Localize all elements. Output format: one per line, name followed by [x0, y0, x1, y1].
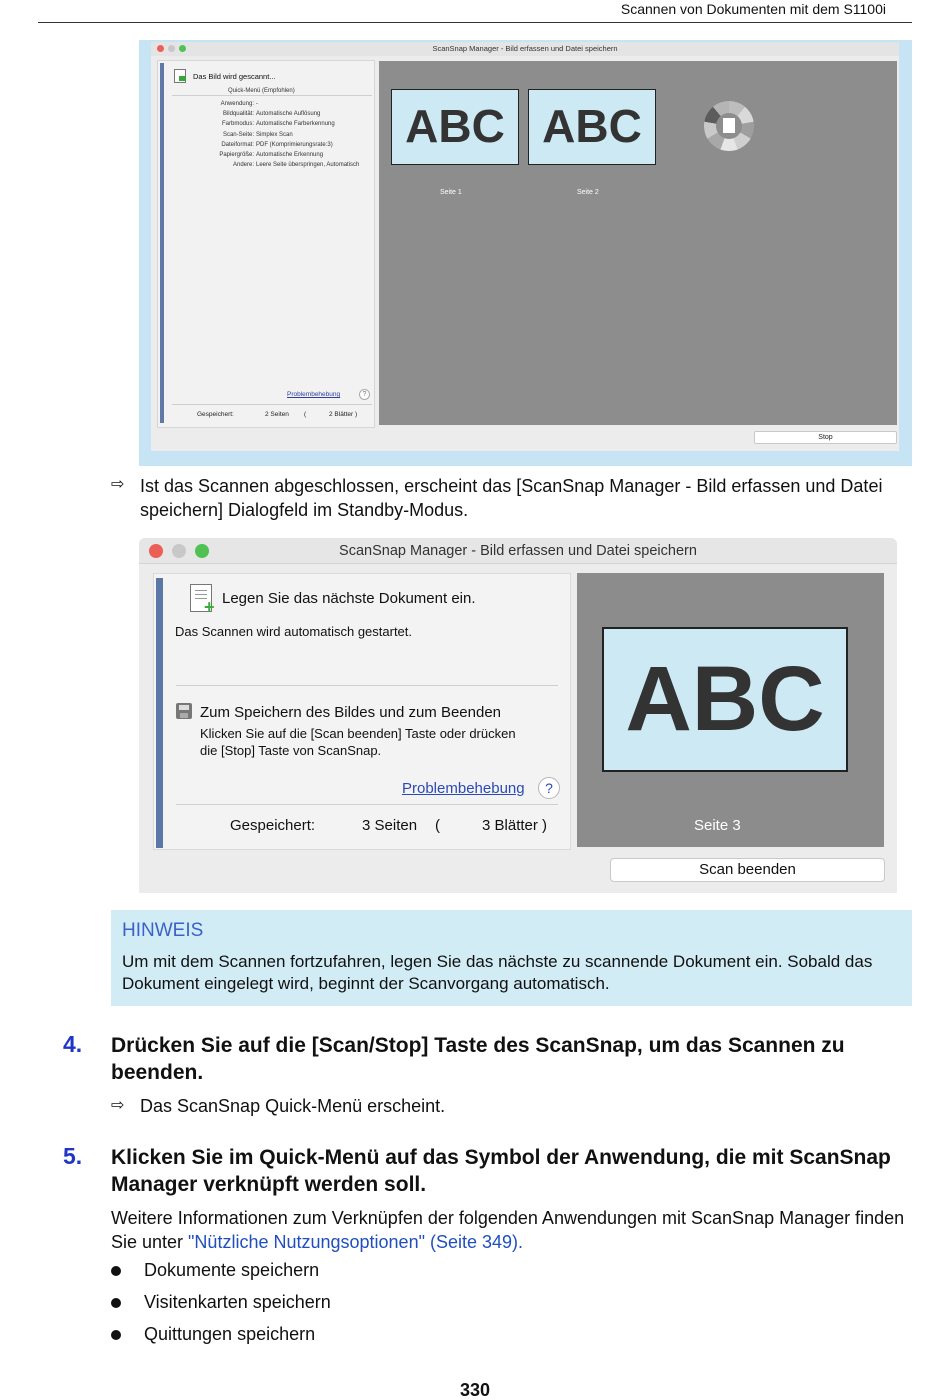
saved-pages: 2 Seiten [265, 411, 289, 418]
panel-divider [176, 685, 558, 686]
setting-value: - [256, 101, 258, 107]
save-disk-icon [176, 703, 192, 719]
bullet-item: Visitenkarten speichern [144, 1292, 331, 1312]
saved-paren: ( [304, 411, 307, 418]
scan-document-icon [174, 69, 186, 83]
scansnap-window [151, 42, 899, 451]
plus-icon: + [204, 597, 215, 617]
saved-sheets: 2 Blätter ) [329, 411, 358, 418]
close-window-button[interactable] [157, 45, 164, 52]
minimize-window-button[interactable] [168, 45, 175, 52]
setting-label: Farbmodus: [221, 121, 254, 128]
step-number: 5. [63, 1143, 83, 1169]
page-thumbnail: ABC [391, 89, 519, 165]
header-divider [38, 22, 912, 23]
status-panel [153, 573, 571, 850]
bullet-icon [111, 1266, 121, 1276]
bullet-icon [111, 1330, 121, 1340]
next-document-prompt: Legen Sie das nächste Dokument ein. [222, 590, 476, 607]
panel-divider [172, 404, 372, 405]
help-icon[interactable]: ? [359, 389, 370, 400]
save-instruction-line: Klicken Sie auf die [Scan beenden] Taste oder drücken [200, 726, 516, 741]
setting-label: Bildqualität: [222, 111, 254, 118]
save-instruction [200, 726, 516, 759]
description-text: Weitere Informationen zum Verknüpfen der folgenden Anwendungen mit ScanSnap Manager finden Sie unter [111, 1208, 905, 1252]
hint-box [111, 910, 912, 1006]
preview-panel [379, 61, 897, 425]
screenshot-standby-dialog [139, 538, 897, 893]
preview-panel [577, 573, 884, 847]
page-thumbnail: ABC [602, 627, 848, 772]
settings-values [256, 99, 359, 170]
saved-pages: 3 Seiten [362, 817, 418, 834]
window-title: ScanSnap Manager - Bild erfassen und Datei speichern [432, 44, 618, 53]
stop-button[interactable]: Stop [754, 431, 897, 444]
scan-status: Das Bild wird gescannt... [193, 72, 276, 81]
step-result: Das ScanSnap Quick-Menü erscheint. [140, 1096, 446, 1116]
troubleshooting-link[interactable]: Problembehebung [402, 780, 525, 797]
setting-value: Automatische Erkennung [256, 152, 324, 159]
quick-menu-divider [172, 95, 372, 96]
maximize-window-button[interactable] [179, 45, 186, 52]
page-label: Seite 2 [577, 189, 599, 196]
step-title: Klicken Sie im Quick-Menü auf das Symbol der Anwendung, die mit ScanSnap Manager verknüpft werden soll. [111, 1146, 891, 1196]
result-arrow-icon: ⇨ [111, 476, 125, 493]
hint-text: Um mit dem Scannen fortzufahren, legen Sie das nächste zu scannende Dokument ein. Sobald das Dokument eingelegt wird, beginnt der Scanvorgang automatisch. [122, 952, 873, 993]
hint-title: HINWEIS [122, 920, 204, 941]
saved-paren: ( [435, 817, 440, 834]
setting-value: Automatische Auflösung [256, 111, 321, 118]
setting-label: Anwendung: [220, 101, 254, 107]
page-thumbnail: ABC [528, 89, 656, 165]
page-label: Seite 3 [694, 817, 741, 834]
step-number: 4. [63, 1031, 83, 1057]
auto-start-text: Das Scannen wird automatisch gestartet. [175, 624, 413, 639]
bullet-icon [111, 1298, 121, 1308]
page-header: Scannen von Dokumenten mit dem S1100i [620, 1, 886, 17]
status-panel [157, 60, 375, 428]
save-instruction-line: die [Stop] Taste von ScanSnap. [200, 742, 382, 758]
result-arrow-icon: ⇨ [111, 1097, 125, 1114]
quick-menu-label: Quick-Menü (Empfohlen) [228, 88, 295, 94]
step-title: Drücken Sie auf die [Scan/Stop] Taste des ScanSnap, um das Scannen zu beenden. [111, 1034, 845, 1084]
page-label: Seite 1 [440, 189, 462, 196]
progress-spinner-icon [704, 101, 754, 151]
result-text: Ist das Scannen abgeschlossen, erscheint das [ScanSnap Manager - Bild erfassen und Datei speichern] Dialogfeld im Standby-Modus. [140, 476, 883, 520]
save-heading: Zum Speichern des Bildes und zum Beenden [200, 704, 502, 721]
window-title: ScanSnap Manager - Bild erfassen und Datei speichern [339, 543, 697, 559]
window-titlebar [139, 538, 897, 564]
saved-sheets: 3 Blätter ) [482, 817, 548, 834]
setting-label: Papiergröße: [219, 152, 254, 159]
bullet-item: Dokumente speichern [144, 1260, 320, 1280]
page-number: 330 [459, 1380, 491, 1400]
usage-options-link[interactable]: "Nützliche Nutzungsoptionen" (Seite 349). [188, 1232, 524, 1252]
setting-label: Andere: [232, 162, 254, 169]
spinner-document-icon [723, 118, 735, 133]
step-description [111, 1206, 911, 1254]
setting-label: Scan-Seite: [222, 131, 254, 138]
settings-labels [219, 99, 254, 170]
help-icon[interactable]: ? [538, 777, 560, 799]
setting-label: Dateiformat: [221, 141, 254, 148]
panel-divider [176, 804, 558, 805]
end-scan-button[interactable]: Scan beenden [610, 858, 885, 882]
setting-value: Automatische Farberkennung [256, 121, 335, 128]
troubleshooting-link[interactable]: Problembehebung [287, 391, 341, 398]
setting-value: PDF (Komprimierungsrate:3) [256, 141, 333, 148]
setting-value: Leere Seite überspringen, Automatisch [256, 162, 360, 169]
bullet-item: Quittungen speichern [144, 1324, 316, 1344]
saved-label: Gespeichert: [230, 817, 316, 834]
panel-accent-bar [160, 63, 164, 423]
saved-label: Gespeichert: [197, 411, 234, 418]
screenshot-scanning-dialog [139, 40, 912, 466]
panel-accent-bar [156, 578, 163, 848]
setting-value: Simplex Scan [256, 131, 293, 138]
window-titlebar [151, 42, 899, 56]
